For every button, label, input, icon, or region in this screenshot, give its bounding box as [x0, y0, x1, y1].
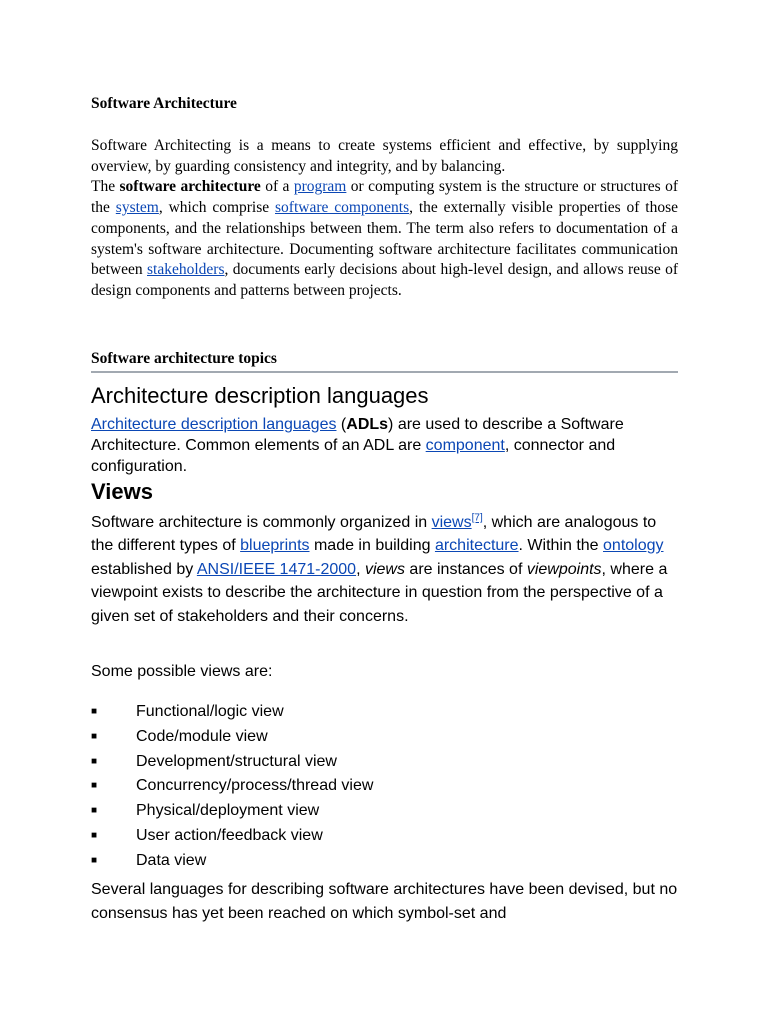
- list-item-label: Development/structural view: [136, 752, 337, 770]
- list-item: [91, 774, 373, 799]
- section-divider: [91, 371, 678, 373]
- intro-text: , documents early decisions about high-level design, and allows reuse of design components and patterns between projects.: [91, 261, 678, 299]
- software-architecture-bold: software architecture: [119, 178, 261, 196]
- views-paragraph: [91, 511, 681, 628]
- program-link[interactable]: program: [293, 178, 347, 196]
- views-text: , which are analogous to the different types of: [91, 514, 657, 555]
- list-item: [91, 750, 373, 775]
- views-text: , where a viewpoint exists to describe the architecture in question from the perspective of a given set of stakeholders and their concerns.: [91, 560, 668, 625]
- list-item: [91, 849, 373, 874]
- intro-text: of a: [260, 178, 294, 196]
- adls-bold: ADLs: [346, 416, 389, 433]
- intro-paragraph-2: [91, 177, 678, 301]
- square-bullet-icon: ■: [91, 706, 98, 717]
- square-bullet-icon: ■: [91, 755, 98, 767]
- square-bullet-icon: ■: [91, 730, 98, 742]
- software-components-link[interactable]: software components: [275, 199, 410, 217]
- list-item-label: Functional/logic view: [136, 703, 284, 720]
- intro-text: The: [91, 178, 120, 196]
- system-link[interactable]: system: [115, 199, 159, 217]
- ansi-ieee-link[interactable]: ANSI/IEEE 1471-2000: [196, 560, 357, 578]
- views-list: [91, 700, 373, 874]
- list-item-label: User action/feedback view: [136, 826, 323, 844]
- square-bullet-icon: ■: [91, 780, 98, 792]
- square-bullet-icon: ■: [91, 829, 98, 841]
- views-heading: Views: [91, 479, 153, 504]
- intro-section: [91, 136, 678, 302]
- document-title: Software Architecture: [91, 95, 237, 112]
- topics-heading: Software architecture topics: [91, 350, 277, 367]
- views-text: Software architecture is commonly organized in: [91, 514, 432, 531]
- ontology-link[interactable]: ontology: [603, 537, 664, 555]
- adl-text: ) are used to describe a Software Architecture. Common elements of an ADL are: [91, 416, 624, 454]
- stakeholders-link[interactable]: stakeholders: [147, 261, 225, 279]
- list-item-label: Data view: [136, 851, 207, 869]
- views-text: are instances of: [404, 560, 527, 578]
- views-link[interactable]: views: [431, 514, 472, 531]
- blueprints-link[interactable]: blueprints: [240, 537, 310, 555]
- list-item-label: Physical/deployment view: [136, 802, 320, 820]
- intro-text: , the externally visible properties of those components, and the relationships between them. The term also refers to documentation of a system's software architecture. Documenting software architecture facilitates communication between: [91, 199, 678, 279]
- list-item-label: Concurrency/process/thread view: [136, 777, 374, 795]
- adl-heading: Architecture description languages: [91, 383, 429, 408]
- views-text: . Within the: [518, 537, 604, 555]
- list-item: [91, 799, 373, 824]
- viewpoints-italic: viewpoints: [526, 560, 602, 578]
- views-italic: views: [364, 560, 405, 578]
- views-text: established by: [91, 560, 197, 578]
- final-paragraph: Several languages for describing software architectures have been devised, but no consensus has yet been reached on which symbol-set and: [91, 881, 678, 922]
- views-text: made in building: [309, 537, 435, 555]
- component-link[interactable]: component: [425, 437, 505, 454]
- adl-link[interactable]: Architecture description languages: [91, 416, 337, 433]
- adl-paragraph: [91, 414, 681, 477]
- list-item: [91, 725, 373, 750]
- intro-text: , which comprise: [158, 199, 275, 217]
- square-bullet-icon: ■: [91, 805, 98, 817]
- list-item-label: Code/module view: [136, 727, 268, 745]
- intro-text: or computing system is the structure or structures of the: [91, 178, 678, 217]
- views-text: ,: [356, 560, 365, 578]
- square-bullet-icon: ■: [91, 854, 98, 866]
- list-item: [91, 700, 373, 725]
- reference-7-link[interactable]: [7]: [471, 512, 483, 524]
- some-possible-views: Some possible views are:: [91, 663, 273, 680]
- adl-text: , connector and configuration.: [91, 437, 616, 475]
- intro-paragraph-1: Software Architecting is a means to create systems efficient and effective, by supplying overview, by guarding consistency and integrity, and by balancing.: [91, 137, 678, 175]
- adl-text: (: [336, 416, 347, 433]
- list-item: [91, 824, 373, 849]
- architecture-link[interactable]: architecture: [434, 537, 519, 555]
